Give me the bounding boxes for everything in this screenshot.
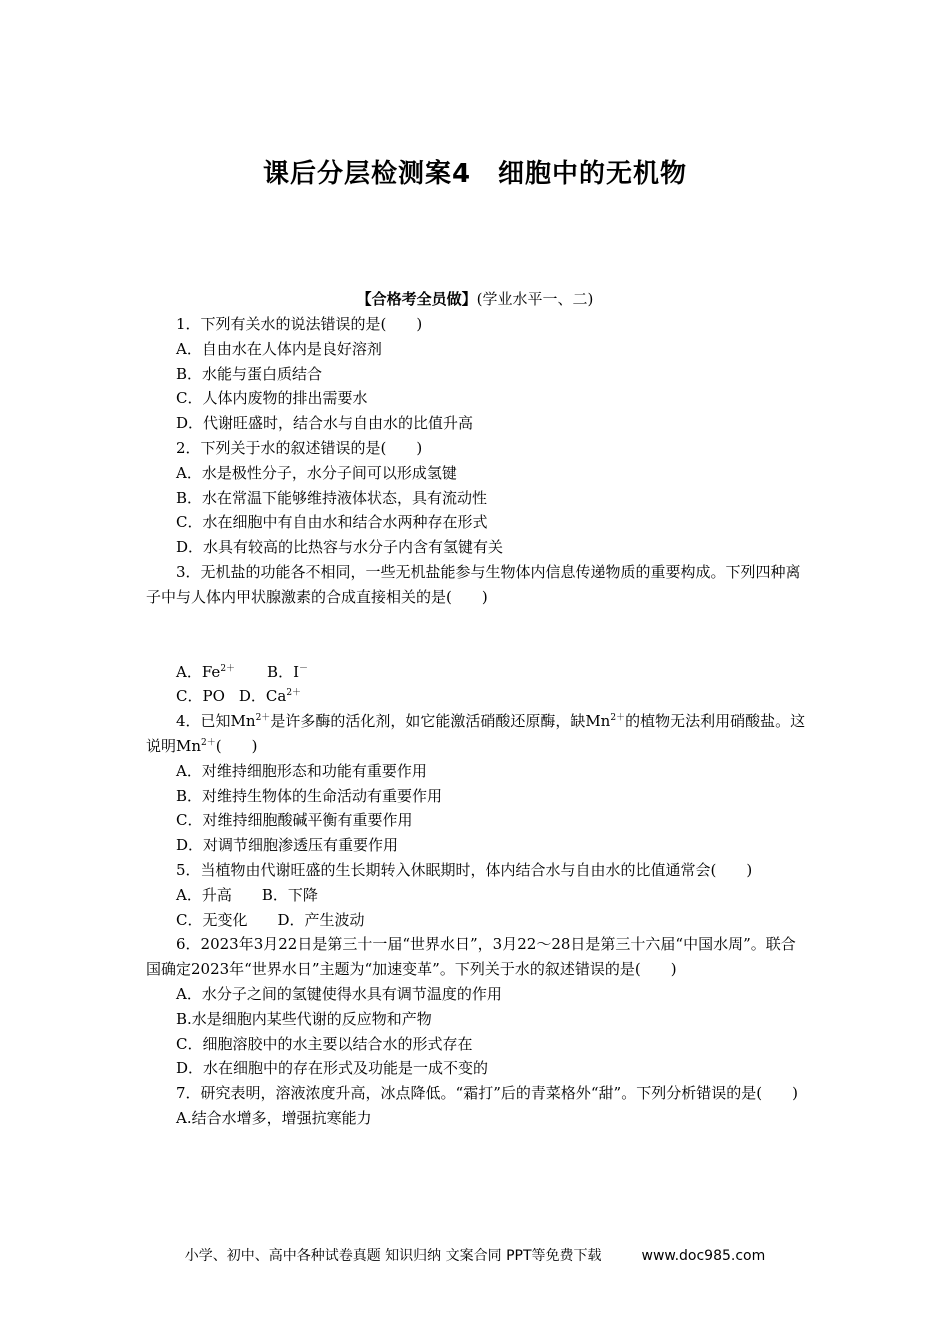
question-7-stem: 7．研究表明，溶液浓度升高，冰点降低。“霜打”后的青菜格外“甜”。下列分析错误的是( ) bbox=[176, 1084, 798, 1103]
footer-website: www.doc985.com bbox=[641, 1248, 766, 1264]
question-1-option-c: C．人体内废物的排出需要水 bbox=[176, 389, 368, 408]
page-title: 课后分层检测案4 细胞中的无机物 bbox=[262, 159, 688, 189]
question-5-options-ab bbox=[146, 883, 806, 908]
question-4-stem-part: 的植物无法利用硝酸盐。这说明Mn bbox=[146, 712, 806, 755]
question-3-options-cd bbox=[146, 684, 806, 709]
section-heading-rest: (学业水平一、二) bbox=[476, 290, 594, 308]
question-5-stem: 5．当植物由代谢旺盛的生长期转入休眠期时，体内结合水与自由水的比值通常会( ) bbox=[176, 860, 753, 879]
question-3-option-b: B．I bbox=[267, 662, 299, 681]
ion-charge: 2＋ bbox=[201, 737, 216, 748]
question-4-stem-part: ( ) bbox=[215, 736, 258, 755]
question-3-option-d: D．Ca bbox=[238, 687, 287, 706]
question-2-option-b: B．水在常温下能够维持液体状态，具有流动性 bbox=[176, 488, 488, 507]
question-4-option-d: D．对调节细胞渗透压有重要作用 bbox=[176, 836, 399, 855]
question-5-option-b: B．下降 bbox=[261, 885, 318, 904]
question-4-stem-part: 是许多酶的活化剂，如它能激活硝酸还原酶，缺Mn bbox=[270, 712, 611, 731]
blank-space bbox=[146, 610, 806, 660]
question-3-option-a: A．Fe bbox=[176, 662, 221, 681]
question-5-option-a: A．升高 bbox=[176, 885, 232, 904]
ion-charge: 2＋ bbox=[610, 713, 626, 724]
question-7-option-a: A.结合水增多，增强抗寒能力 bbox=[176, 1108, 372, 1127]
question-list bbox=[146, 312, 806, 1131]
footer-text: 小学、初中、高中各种试卷真题 知识归纳 文案合同 PPT等免费下载 bbox=[184, 1248, 602, 1264]
question-1-option-a: A．自由水在人体内是良好溶剂 bbox=[176, 339, 382, 358]
question-5-option-c: C．无变化 bbox=[176, 910, 248, 929]
question-4-option-a: A．对维持细胞形态和功能有重要作用 bbox=[176, 761, 427, 780]
question-2-option-c: C．水在细胞中有自由水和结合水两种存在形式 bbox=[176, 513, 488, 532]
question-4-option-c: C．对维持细胞酸碱平衡有重要作用 bbox=[176, 811, 413, 830]
question-3-option-a-charge: 2＋ bbox=[220, 663, 236, 674]
question-4-stem bbox=[146, 709, 806, 759]
question-1-option-d: D．代谢旺盛时，结合水与自由水的比值升高 bbox=[176, 414, 474, 433]
question-6-stem: 6．2023年3月22日是第三十一届“世界水日”，3月22～28日是第三十六届“中国水周”。联合国确定2023年“世界水日”主题为“加速变革”。下列关于水的叙述错误的是( ) bbox=[146, 935, 796, 979]
question-1-stem: 1．下列有关水的说法错误的是( ) bbox=[176, 315, 423, 333]
question-4-stem-part: 4．已知Mn bbox=[176, 712, 256, 731]
page-footer bbox=[0, 1245, 950, 1265]
ion-charge: 2＋ bbox=[255, 713, 271, 724]
question-3-option-c: C．PO bbox=[176, 687, 225, 706]
question-2-option-d: D．水具有较高的比热容与水分子内含有氢键有关 bbox=[176, 538, 504, 557]
question-6-option-a: A．水分子之间的氢键使得水具有调节温度的作用 bbox=[176, 984, 502, 1003]
question-3-options-ab bbox=[146, 660, 806, 685]
section-heading-bold: 【合格考全员做】 bbox=[356, 290, 477, 308]
question-2-stem: 2．下列关于水的叙述错误的是( ) bbox=[176, 438, 423, 457]
question-5-option-d: D．产生波动 bbox=[277, 910, 365, 929]
question-1-option-b: B．水能与蛋白质结合 bbox=[176, 364, 323, 383]
question-6-option-d: D．水在细胞中的存在形式及功能是一成不变的 bbox=[176, 1059, 489, 1078]
question-4-option-b: B．对维持生物体的生命活动有重要作用 bbox=[176, 786, 443, 805]
question-3-stem: 3．无机盐的功能各不相同，一些无机盐能参与生物体内信息传递物质的重要构成。下列四种离子中与人体内甲状腺激素的合成直接相关的是( ) bbox=[146, 562, 801, 606]
question-2-option-a: A．水是极性分子，水分子间可以形成氢键 bbox=[176, 463, 457, 482]
section-heading bbox=[0, 288, 950, 309]
question-5-options-cd bbox=[146, 908, 806, 933]
question-3-option-d-charge: 2＋ bbox=[286, 688, 302, 699]
question-6-option-b: B.水是细胞内某些代谢的反应物和产物 bbox=[176, 1009, 432, 1028]
question-3-option-b-charge: － bbox=[299, 663, 309, 674]
question-6-option-c: C．细胞溶胶中的水主要以结合水的形式存在 bbox=[176, 1034, 473, 1053]
